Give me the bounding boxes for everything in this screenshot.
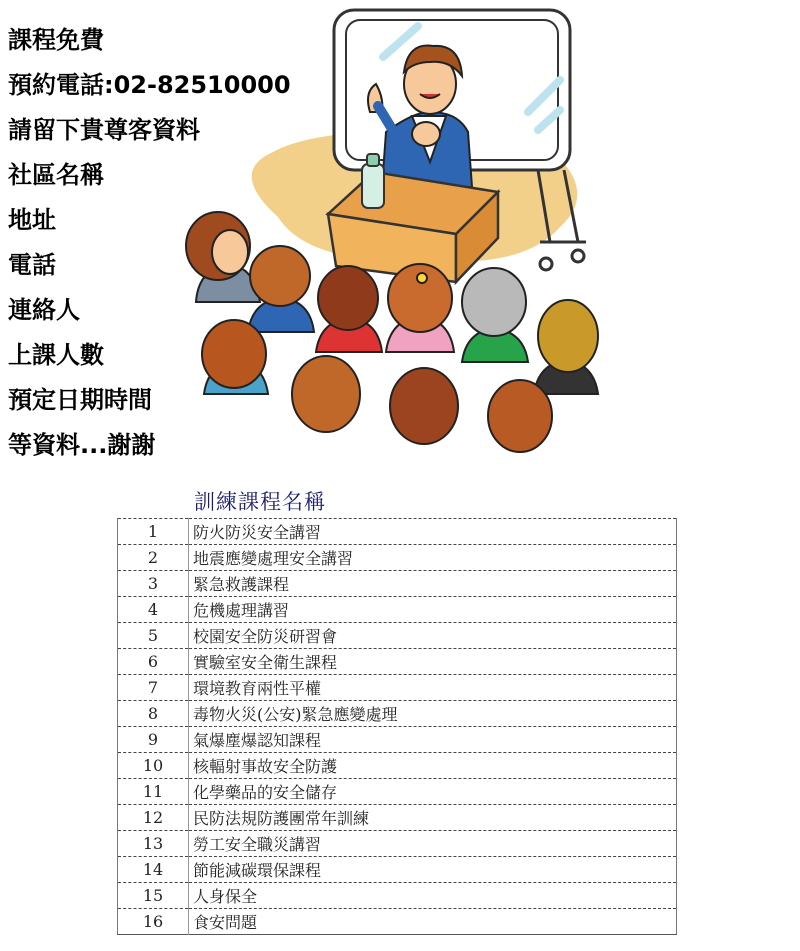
info-line-address: 地址 [8, 206, 56, 234]
course-row [118, 727, 677, 753]
course-number: 7 [118, 675, 189, 701]
course-row [118, 675, 677, 701]
info-line-free-course: 課程免費 [8, 26, 104, 54]
info-line-community: 社區名稱 [8, 161, 104, 189]
course-number: 9 [118, 727, 189, 753]
course-name: 化學藥品的安全儲存 [189, 779, 677, 805]
info-line-tel: 電話 [8, 251, 56, 279]
info-line-attendees: 上課人數 [8, 341, 104, 369]
course-row [118, 701, 677, 727]
course-row [118, 857, 677, 883]
course-row [118, 649, 677, 675]
classroom-lecture-illustration [168, 2, 608, 454]
course-name: 緊急救護課程 [189, 571, 677, 597]
course-number: 1 [118, 519, 189, 545]
course-number: 13 [118, 831, 189, 857]
course-number: 16 [118, 909, 189, 935]
course-name: 實驗室安全衛生課程 [189, 649, 677, 675]
course-row [118, 571, 677, 597]
info-line-phone: 預約電話:02-82510000 [8, 71, 291, 99]
course-row [118, 519, 677, 545]
course-name: 氣爆塵爆認知課程 [189, 727, 677, 753]
course-row [118, 831, 677, 857]
course-number: 5 [118, 623, 189, 649]
course-name: 核輻射事故安全防護 [189, 753, 677, 779]
course-table-title: 訓練課程名稱 [194, 490, 326, 514]
course-name: 校園安全防災研習會 [189, 623, 677, 649]
course-number: 14 [118, 857, 189, 883]
course-number: 12 [118, 805, 189, 831]
course-number: 6 [118, 649, 189, 675]
course-name: 毒物火災(公安)緊急應變處理 [189, 701, 677, 727]
course-name: 節能減碳環保課程 [189, 857, 677, 883]
course-number: 2 [118, 545, 189, 571]
course-table-body [118, 519, 677, 935]
info-line-schedule: 預定日期時間 [8, 386, 152, 414]
info-line-thanks: 等資料...謝謝 [8, 431, 156, 459]
course-row [118, 623, 677, 649]
info-line-request: 請留下貴尊客資料 [8, 116, 200, 144]
course-name: 食安問題 [189, 909, 677, 935]
course-row [118, 597, 677, 623]
course-name: 地震應變處理安全講習 [189, 545, 677, 571]
course-name: 環境教育兩性平權 [189, 675, 677, 701]
course-number: 4 [118, 597, 189, 623]
course-number: 3 [118, 571, 189, 597]
course-row [118, 909, 677, 935]
course-table [117, 518, 677, 935]
course-number: 11 [118, 779, 189, 805]
course-name: 防火防災安全講習 [189, 519, 677, 545]
course-row [118, 883, 677, 909]
course-number: 10 [118, 753, 189, 779]
course-row [118, 779, 677, 805]
info-line-contact: 連絡人 [8, 296, 80, 324]
course-row [118, 545, 677, 571]
course-number: 8 [118, 701, 189, 727]
course-name: 民防法規防護團常年訓練 [189, 805, 677, 831]
course-name: 勞工安全職災講習 [189, 831, 677, 857]
course-name: 人身保全 [189, 883, 677, 909]
course-number: 15 [118, 883, 189, 909]
course-row [118, 805, 677, 831]
course-name: 危機處理講習 [189, 597, 677, 623]
course-row [118, 753, 677, 779]
